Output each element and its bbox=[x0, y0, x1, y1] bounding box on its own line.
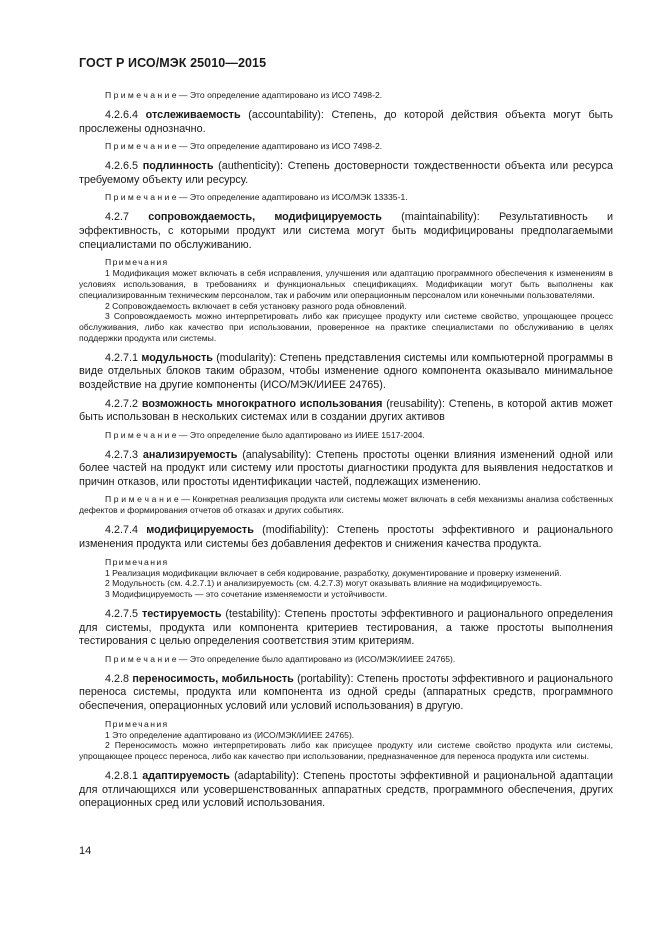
definition-text: (authenticity): Степень достоверности тождественности объекта или ресурса требуемому объекту или ресурсу. bbox=[79, 160, 613, 186]
clause-number: 4.2.6.4 bbox=[105, 109, 146, 121]
note bbox=[79, 654, 613, 665]
definition-text: (analysability): Степень простоты оценки влияния изменений одной или более частей на продукт или систему или простоты диагностики продукта для выявления недостатков и причин отказов, или простоты идентификации частей, подлежащих изменению. bbox=[79, 448, 613, 488]
definition-paragraph bbox=[79, 109, 613, 136]
definition-text: (testability): Степень простоты эффективного и рационального определения для системы, продукта или компонента критериев тестирования, а также простоты выполнения тестирования с целью определения соответствия этим критериям. bbox=[79, 608, 613, 648]
definition-paragraph bbox=[79, 211, 613, 252]
term: модульность bbox=[141, 351, 213, 364]
note-label: П р и м е ч а н и е bbox=[105, 90, 177, 100]
definition-paragraph bbox=[79, 352, 613, 393]
note bbox=[79, 192, 613, 203]
definition-text: (portability): Степень простоты эффективного и рационального переноса системы, продукта или компонента из одной среды (аппаратных средств, программного обеспечения, операционных условий или условий использования) в другую. bbox=[79, 672, 613, 713]
note-item: 3 Модифицируемость — это сочетание изменяемости и устойчивости. bbox=[105, 589, 388, 600]
term: тестируемость bbox=[141, 608, 222, 621]
clause-number: 4.2.7.2 bbox=[105, 397, 142, 410]
term: сопровождаемость, модифицируемость bbox=[148, 211, 382, 224]
clause-number: 4.2.8.1 bbox=[105, 770, 143, 783]
clause-number: 4.2.7.3 bbox=[105, 448, 143, 461]
note-item: 1 Это определение адаптировано из (ИСО/МЭК/ИИЕЕ 24765). bbox=[105, 729, 355, 740]
note-label: П р и м е ч а н и е bbox=[105, 192, 177, 203]
definition-paragraph bbox=[79, 398, 613, 425]
definition-text: (reusability): Степень, в которой актив может быть использован в нескольких системах или в создании других активов bbox=[79, 397, 613, 424]
definition-text: (modifiability): Степень простоты эффективного и рационального изменения продукта или системы без добавления дефектов и снижения качества продукта. bbox=[79, 524, 613, 551]
notes-heading: Примечания bbox=[105, 257, 169, 268]
definition-paragraph bbox=[79, 673, 613, 714]
note-item: 3 Сопровождаемость можно интерпретировать либо как присущее продукту или системе свойство, упрощающее процесс обслуживания, либо как качество при использовании, проверенное на практике специалистами по обслуживанию в целях поддержки продукта или системы. bbox=[79, 311, 613, 343]
note-item: 2 Переносимость можно интерпретировать либо как присущее продукту или системе свойство продукта или системы, упрощающее процесс переноса, либо как качество при использовании, предназначенное для переноса продукта или системы. bbox=[79, 740, 613, 762]
note bbox=[79, 141, 613, 152]
clause-number: 4.2.7.5 bbox=[105, 608, 142, 621]
note-text: — Это определение адаптировано из ИСО/МЭК 13335-1. bbox=[176, 192, 408, 203]
term: модифицируемость bbox=[146, 524, 254, 537]
note-label: П р и м е ч а н и е bbox=[105, 429, 177, 440]
definition-text: (accountability): Степень, до которой действия объекта могут быть прослежены однозначно. bbox=[79, 109, 613, 135]
note bbox=[79, 90, 613, 101]
note-text: — Это определение было адаптировано из ИИЕЕ 1517-2004. bbox=[176, 429, 425, 440]
definition-paragraph bbox=[79, 770, 613, 811]
note-text: — Это определение адаптировано из ИСО 7498-2. bbox=[176, 90, 383, 100]
term: анализируемость bbox=[142, 448, 238, 461]
definition-paragraph bbox=[79, 160, 613, 187]
clause-number: 4.2.8 bbox=[105, 672, 133, 685]
clause-number: 4.2.7.1 bbox=[105, 351, 142, 364]
note-text: — Это определение было адаптировано из (ИСО/МЭК/ИИЕЕ 24765). bbox=[176, 653, 456, 664]
page-number: 14 bbox=[79, 845, 92, 857]
note-text: — Это определение адаптировано из ИСО 7498-2. bbox=[176, 141, 383, 152]
page-content bbox=[79, 90, 613, 816]
clause-number: 4.2.7.4 bbox=[105, 524, 147, 537]
term: переносимость, мобильность bbox=[132, 672, 294, 685]
term: отслеживаемость bbox=[145, 109, 241, 121]
definition-text: (modularity): Степень представления системы или компьютерной программы в виде отдельных блоков таким образом, чтобы изменение одного компонента оказывало минимальное воздействие на другие компоненты (ИСО/МЭК/ИИЕЕ 24765). bbox=[79, 351, 613, 391]
note-label: П р и м е ч а н и е bbox=[105, 141, 177, 152]
note-label: П р и м е ч а н и е bbox=[105, 494, 179, 505]
note-item: 2 Сопровождаемость включает в себя установку разного рода обновлений. bbox=[105, 300, 407, 311]
definition-text: (adaptability): Степень простоты эффективной и рациональной адаптации для отличающихся или усовершенствованных аппаратных средств, программного обеспечения, других операционных сред или условий использования. bbox=[79, 770, 613, 810]
notes-heading: Примечания bbox=[105, 718, 169, 729]
definition-paragraph bbox=[79, 608, 613, 649]
definition-paragraph bbox=[79, 449, 613, 490]
term: адаптируемость bbox=[142, 770, 230, 783]
term: подлинность bbox=[142, 160, 214, 173]
note-label: П р и м е ч а н и е bbox=[105, 653, 177, 664]
note-item: 1 Реализация модификации включает в себя кодирование, разработку, документирование и проверку изменений. bbox=[105, 567, 562, 578]
note-item: 1 Модификация может включать в себя исправления, улучшения или адаптацию программного обеспечения к изменениям в условиях использования, в требованиях и функциональных спецификациях. Модификации могут быть выполнены как специализированным техническим персоналом, так и рабочим или операционным персоналом или конечными пользователями. bbox=[79, 268, 613, 300]
page-header-title: ГОСТ Р ИСО/МЭК 25010—2015 bbox=[79, 56, 267, 70]
definition-paragraph bbox=[79, 524, 613, 551]
definition-text: (maintainability): Результативность и эффективность, с которыми продукт или система могут быть модифицированы предполагаемыми специалистами по обслуживанию. bbox=[79, 211, 613, 251]
note-item: 2 Модульность (см. 4.2.7.1) и анализируемость (см. 4.2.7.3) могут оказывать влияние на модифицируемость. bbox=[105, 578, 543, 589]
clause-number: 4.2.6.5 bbox=[105, 160, 143, 173]
notes-heading: Примечания bbox=[105, 556, 169, 567]
note bbox=[79, 494, 613, 516]
note-text: — Конкретная реализация продукта или системы может включать в себя механизмы анализа собственных дефектов и формирования отчетов об отказах и других событиях. bbox=[79, 494, 613, 516]
note bbox=[79, 430, 613, 441]
term: возможность многократного использования bbox=[141, 397, 383, 410]
clause-number: 4.2.7 bbox=[105, 211, 149, 224]
